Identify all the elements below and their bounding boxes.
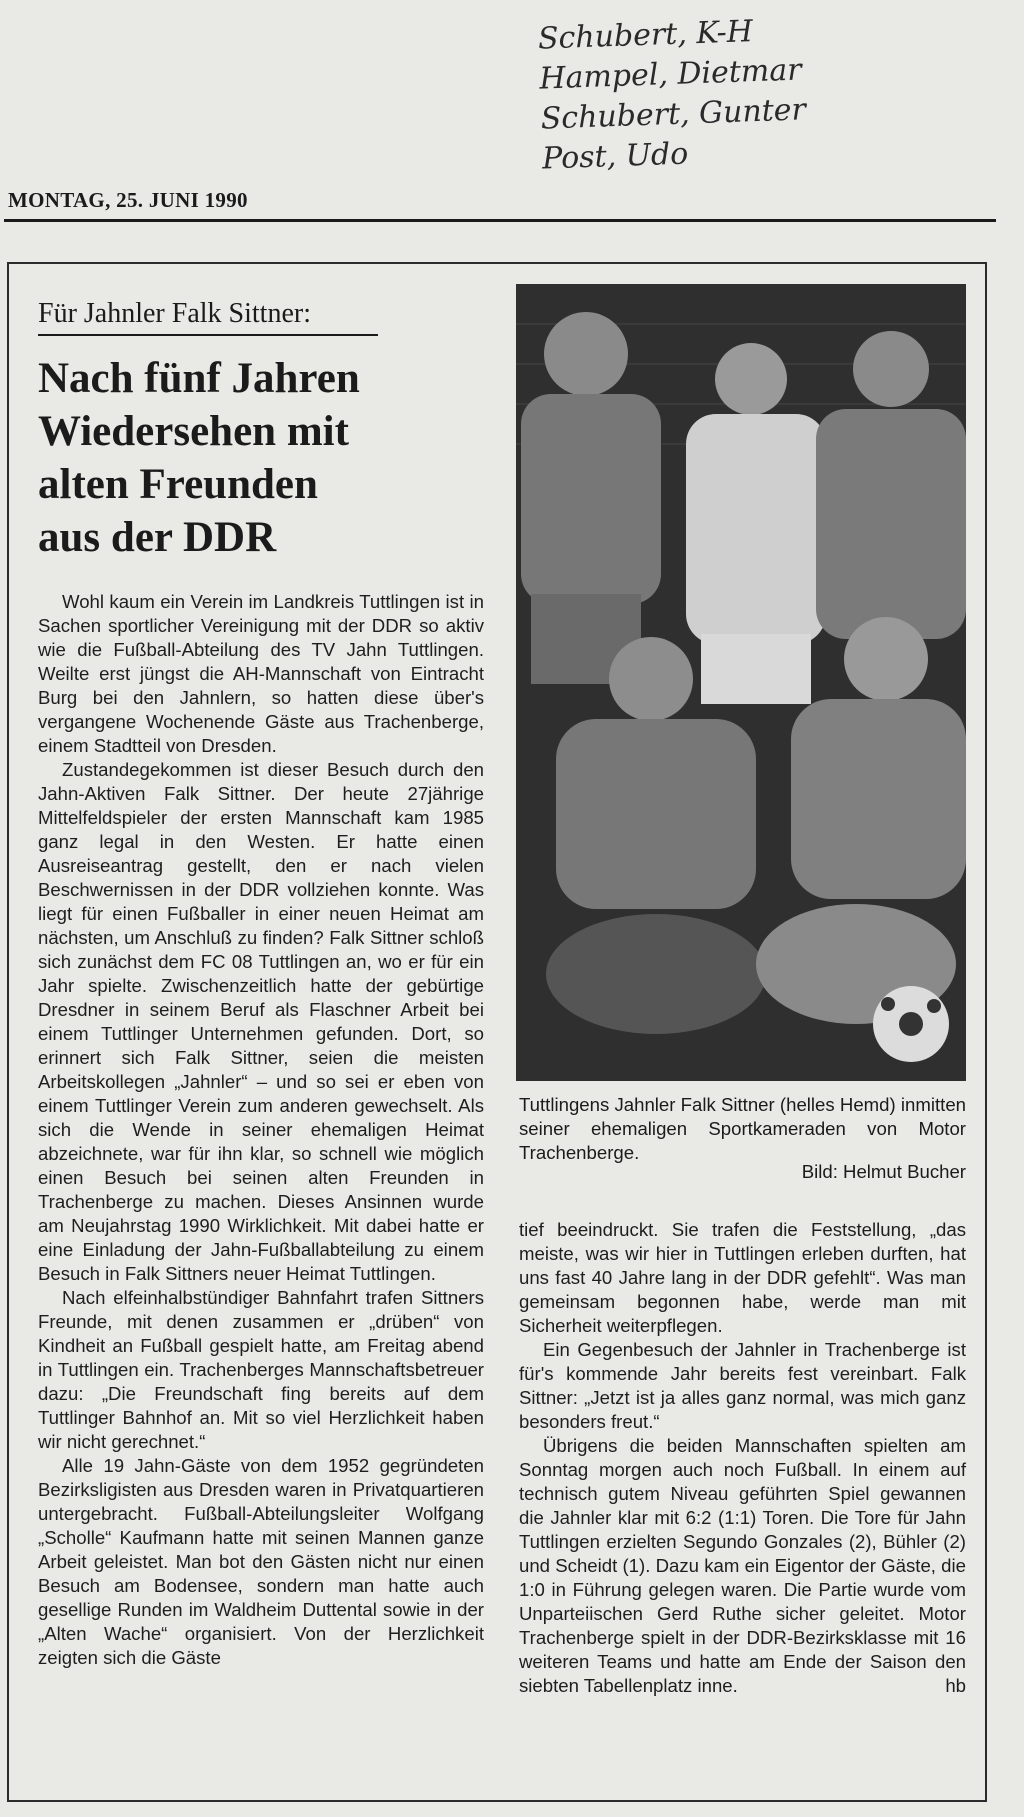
header-rule: [4, 219, 996, 222]
article-headline: [38, 352, 478, 564]
handwritten-note: Schubert, Gunter: [540, 92, 807, 137]
author-initials: hb: [945, 1675, 966, 1696]
paragraph: Wohl kaum ein Verein im Landkreis Tuttlingen ist in Sachen sportlicher Vereinigung mit der DDR so aktiv wie die Fußball-Abteilung des TV Jahn Tuttlingen. Weilte erst jüngst die AH-Mannschaft von Eintracht Burg bei den Jahnlern, so hatten diese über's vergangene Wochenende Gäste aus Trachenberge, einem Stadtteil von Dresden.: [38, 591, 484, 756]
paragraph: Alle 19 Jahn-Gäste von dem 1952 gegründeten Bezirksligisten aus Dresden waren in Privatquartieren untergebracht. Fußball-Abteilungsleiter Wolfgang „Scholle“ Kaufmann hatte mit seinen Mannen ganze Arbeit geleistet. Man bot den Gästen nicht nur einen Besuch am Bodensee, sondern man hatte auch gesellige Runden im Waldheim Duttental sowie in der „Alten Wache“ organisiert. Von der Herzlichkeit zeigten sich die Gäste: [38, 1455, 484, 1668]
paragraph: Ein Gegenbesuch der Jahnler in Trachenberge ist für's kommende Jahr bereits fest vereinbart. Falk Sittner: „Jetzt ist ja alles ganz normal, was mich ganz besonders freut.“: [519, 1339, 966, 1432]
dateline: MONTAG, 25. JUNI 1990: [8, 188, 248, 212]
paragraph: Nach elfeinhalbstündiger Bahnfahrt trafen Sittners Freunde, mit denen zusammen er „drüben“ von Kindheit an Fußball gespielt hatte, am Freitag abend in Tuttlingen ein. Trachenberges Mannschaftsbetreuer dazu: „Die Freundschaft fing bereits auf dem Tuttlinger Bahnhof an. Mit so viel Herzlichkeit haben wir nicht gerechnet.“: [38, 1287, 484, 1452]
photo-caption: Tuttlingens Jahnler Falk Sittner (helles Hemd) inmitten seiner ehemaligen Sportkameraden von Motor Trachenberge.: [519, 1094, 966, 1163]
handwritten-notes: [537, 8, 862, 179]
photo-credit: Bild: Helmut Bucher: [801, 1161, 966, 1182]
article-column-2: [519, 1218, 966, 1698]
article-kicker: Für Jahnler Falk Sittner:: [38, 298, 378, 336]
paragraph: Übrigens die beiden Mannschaften spielten am Sonntag morgen auch noch Fußball. In einem auf technisch gutem Niveau geführten Spiel gewannen die Jahnler klar mit 6:2 (1:1) Toren. Die Tore für Jahn Tuttlingen erzielten Segundo Gonzales (2), Bühler (2) und Scheidt (1). Dazu kam ein Eigentor der Gäste, die 1:0 in Führung gelegen waren. Die Partie wurde vom Unparteiischen Gerd Ruthe sicher geleitet. Motor Trachenberge spielt in der DDR-Bezirksklasse mit 16 weiteren Teams und hatte am Ende der Saison den siebten Tabellenplatz inne.: [519, 1435, 966, 1696]
article-column-1: [38, 590, 484, 1670]
handwritten-note: Post, Udo: [541, 136, 689, 177]
handwritten-note: Hampel, Dietmar: [538, 52, 803, 97]
handwritten-note: Schubert, K-H: [537, 14, 754, 57]
headline-line: aus der DDR: [38, 514, 277, 561]
headline-line: Nach fünf Jahren: [38, 355, 360, 402]
headline-line: Wiedersehen mit: [38, 408, 349, 455]
headline-line: alten Freunden: [38, 461, 318, 508]
paragraph: Zustandegekommen ist dieser Besuch durch den Jahn-Aktiven Falk Sittner. Der heute 27jährige Mittelfeldspieler der ersten Mannschaft kam 1985 ganz legal in den Westen. Er hatte einen Ausreiseantrag gestellt, den er nach vielen Beschwernissen in der DDR vollziehen konnte. Was liegt für einen Fußballer in einer neuen Heimat am nächsten, um Anschluß zu finden? Falk Sittner schloß sich zunächst dem FC 08 Tuttlingen an, wo er für ein Jahr spielte. Zwischenzeitlich hatte der gebürtige Dresdner in seinem Beruf als Flaschner Arbeit bei einem Tuttlinger Unternehmen gefunden. Dort, so erinnert sich Falk Sittner, seien die meisten Arbeitskollegen „Jahnler“ – und so sei er eben von einem Tuttlinger Verein zum anderen gewechselt. Als sich die Wende in seiner ehemaligen Heimat abzeichnete, war für ihn klar, so schnell wie möglich einen Besuch bei seinen alten Freunden in Trachenberge zu machen. Dieses Ansinnen wurde am Neujahrstag 1990 Wirklichkeit. Mit dabei hatte er eine Einladung der Jahn-Fußballabteilung zu einem Besuch in Falk Sittners neuer Heimat Tuttlingen.: [38, 759, 484, 1284]
paragraph: tief beeindruckt. Sie trafen die Feststellung, „das meiste, was wir hier in Tuttlingen erleben durften, hat uns fast 40 Jahre lang in der DDR gefehlt“. Was man gemeinsam begonnen habe, werde man mit Sicherheit weiterpflegen.: [519, 1219, 966, 1336]
team-photo: [516, 284, 966, 1081]
